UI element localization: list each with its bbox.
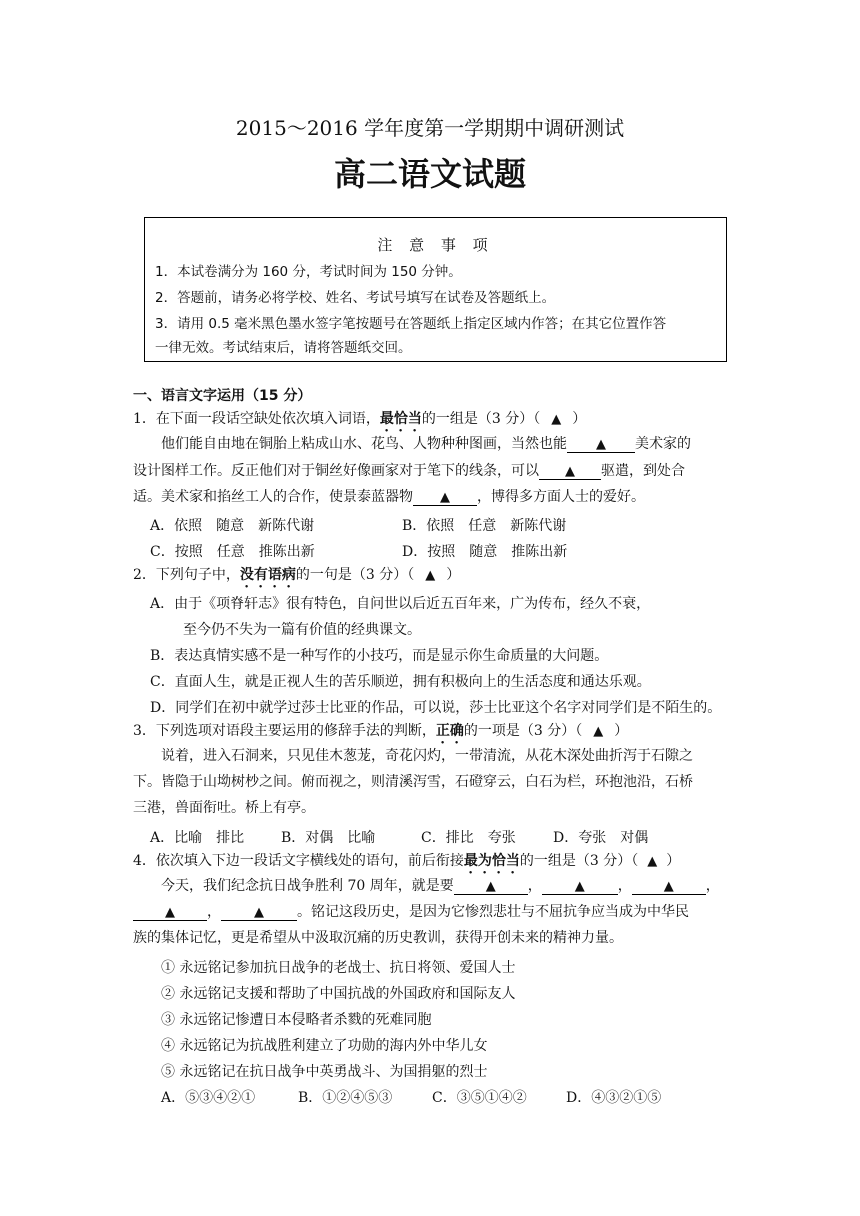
q1-option-b[interactable]: B．依照 任意 新陈代谢	[402, 518, 567, 534]
answer-blank[interactable]	[542, 879, 618, 895]
q1-p1a: 他们能自由地在铜胎上粘成山水、花鸟、人物种种图画，当然也能	[161, 436, 567, 452]
q4-stem-emphasis: 最为恰当	[463, 853, 520, 869]
q2-stem-close: ）	[446, 567, 461, 583]
q1-stem-close: ）	[572, 411, 587, 427]
answer-triangle: ▲	[574, 879, 585, 894]
q4-passage-line3: 族的集体记忆，更是希望从中汲取沉痛的历史教训，获得开创未来的精神力量。	[133, 930, 623, 946]
notice-item-1: 1．本试卷满分为 160 分，考试时间为 150 分钟。	[155, 264, 462, 280]
q3-passage-line1: 说着，进入石洞来，只见佳木葱茏，奇花闪灼，一带清流，从花木深处曲折泻于石隙之	[161, 748, 693, 764]
q1-stem-post: 的一组是（3 分）（	[421, 411, 541, 427]
comma: ，	[207, 904, 221, 920]
q1-passage-line1	[161, 437, 691, 453]
q1-p1b: 美术家的	[635, 436, 691, 452]
q4-stem-pre: 4．依次填入下边一段话文字横线处的语句，前后衔接	[133, 853, 464, 869]
q1-p2a: 设计图样工作。反正他们对于铜丝好像画家对于笔下的线条，可以	[133, 463, 539, 479]
answer-triangle: ▲	[165, 905, 175, 920]
answer-triangle: ▲	[663, 879, 674, 894]
q3-passage-line2: 下。皆隐于山坳树杪之间。俯而视之，则清溪泻雪，石磴穿云，白石为栏，环抱池沿，石桥	[133, 774, 693, 790]
q2-option-a-cont: 至今仍不失为一篇有价值的经典课文。	[183, 622, 421, 638]
q4-item-4: ④ 永远铭记为抗战胜利建立了功勋的海内外中华儿女	[161, 1038, 488, 1054]
q4-option-d[interactable]: D．④③②①⑤	[566, 1090, 662, 1106]
q4-stem-post: 的一组是（3 分）（	[519, 853, 639, 869]
q3-stem	[133, 723, 628, 747]
q1-p3b: ，博得多方面人士的爱好。	[477, 489, 645, 505]
q3-stem-post: 的一项是（3 分）（	[463, 723, 583, 739]
q2-option-b[interactable]: B．表达真情实感不是一种写作的小技巧，而是显示你生命质量的大问题。	[150, 648, 609, 664]
q2-option-d[interactable]: D．同学们在初中就学过莎士比亚的作品，可以说，莎士比亚这个名字对同学们是不陌生的。	[150, 700, 722, 716]
q3-option-d[interactable]: D．夸张 对偶	[553, 830, 649, 846]
subject-title: 高二语文试题	[333, 155, 526, 193]
q1-option-c[interactable]: C．按照 任意 推陈出新	[150, 544, 315, 560]
answer-blank[interactable]	[454, 879, 528, 895]
q4-passage-line1	[161, 879, 720, 895]
answer-triangle: ▲	[425, 568, 436, 583]
q2-stem-pre: 2．下列句子中，	[133, 567, 240, 583]
q3-option-b[interactable]: B．对偶 比喻	[281, 830, 376, 846]
q4-item-3: ③ 永远铭记惨遭日本侵略者杀戮的死难同胞	[161, 1012, 432, 1028]
q1-passage-line2	[133, 464, 685, 480]
q4-item-5: ⑤ 永远铭记在抗日战争中英勇战斗、为国捐躯的烈士	[161, 1064, 488, 1080]
q3-option-c[interactable]: C．排比 夸张	[421, 830, 516, 846]
answer-blank[interactable]	[413, 490, 477, 506]
answer-blank[interactable]	[539, 464, 601, 480]
answer-triangle: ▲	[254, 905, 264, 920]
answer-triangle: ▲	[596, 437, 606, 452]
q4-item-1: ① 永远铭记参加抗日战争的老战士、抗日将领、爱国人士	[161, 960, 516, 976]
q4-option-a[interactable]: A．⑤③④②①	[161, 1090, 256, 1106]
notice-title: 注 意 事 项	[377, 236, 494, 254]
answer-triangle: ▲	[485, 879, 496, 894]
q1-p2b: 驱遣，到处合	[601, 463, 685, 479]
notice-item-3a: 3．请用 0.5 毫米黑色墨水签字笔按题号在答题纸上指定区域内作答；在其它位置作答	[155, 316, 667, 332]
q1-stem-pre: 1．在下面一段话空缺处依次填入词语，	[133, 411, 380, 427]
comma: ，	[617, 878, 632, 894]
answer-triangle: ▲	[593, 724, 604, 739]
answer-blank[interactable]	[567, 437, 635, 453]
q2-stem-post: 的一句是（3 分）（	[295, 567, 415, 583]
comma: ，	[705, 878, 720, 894]
exam-title: 2015～2016 学年度第一学期期中调研测试	[235, 116, 625, 140]
section-heading: 一、语言文字运用（15 分）	[133, 388, 312, 404]
q2-option-a[interactable]: A．由于《项脊轩志》很有特色，自问世以后近五百年来，广为传布，经久不衰，	[150, 596, 651, 612]
q4-p1a: 今天，我们纪念抗日战争胜利 70 周年，就是要	[161, 878, 454, 894]
q3-passage-line3: 三港，兽面衔吐。桥上有亭。	[133, 800, 315, 816]
q4-option-b[interactable]: B．①②④⑤③	[298, 1090, 393, 1106]
answer-triangle: ▲	[565, 464, 575, 479]
q4-stem	[133, 853, 680, 877]
q1-option-a[interactable]: A．依照 随意 新陈代谢	[150, 518, 315, 534]
answer-blank[interactable]	[221, 905, 297, 921]
notice-item-2: 2．答题前，请务必将学校、姓名、考试号填写在试卷及答题纸上。	[155, 290, 556, 306]
q1-passage-line3	[133, 490, 645, 506]
q4-p2b: 。铭记这段历史，是因为它惨烈悲壮与不屈抗争应当成为中华民	[297, 904, 689, 920]
q4-option-c[interactable]: C．③⑤①④②	[432, 1090, 527, 1106]
q4-stem-close: ）	[666, 853, 681, 869]
q4-item-2: ② 永远铭记支援和帮助了中国抗战的外国政府和国际友人	[161, 986, 516, 1002]
answer-blank[interactable]	[133, 905, 207, 921]
q2-stem	[133, 567, 460, 591]
q4-passage-line2	[133, 905, 689, 921]
answer-triangle: ▲	[647, 854, 658, 869]
answer-triangle: ▲	[551, 412, 562, 427]
comma: ，	[527, 878, 542, 894]
notice-item-3b: 一律无效。考试结束后，请将答题纸交回。	[155, 340, 412, 356]
q3-stem-close: ）	[614, 723, 629, 739]
q1-stem-emphasis: 最恰当	[379, 411, 422, 427]
q1-stem	[133, 411, 586, 435]
notice-box	[144, 217, 727, 362]
answer-blank[interactable]	[632, 879, 706, 895]
q2-stem-emphasis: 没有语病	[239, 567, 296, 583]
answer-triangle: ▲	[440, 490, 450, 505]
q1-p3a: 适。美术家和掐丝工人的合作，使景泰蓝器物	[133, 489, 413, 505]
q1-option-d[interactable]: D．按照 随意 推陈出新	[402, 544, 568, 560]
q2-option-c[interactable]: C．直面人生，就是正视人生的苦乐顺逆，拥有积极向上的生活态度和通达乐观。	[150, 674, 651, 690]
q3-option-a[interactable]: A．比喻 排比	[150, 830, 245, 846]
q3-stem-emphasis: 正确	[435, 723, 464, 739]
q3-stem-pre: 3．下列选项对语段主要运用的修辞手法的判断，	[133, 723, 436, 739]
